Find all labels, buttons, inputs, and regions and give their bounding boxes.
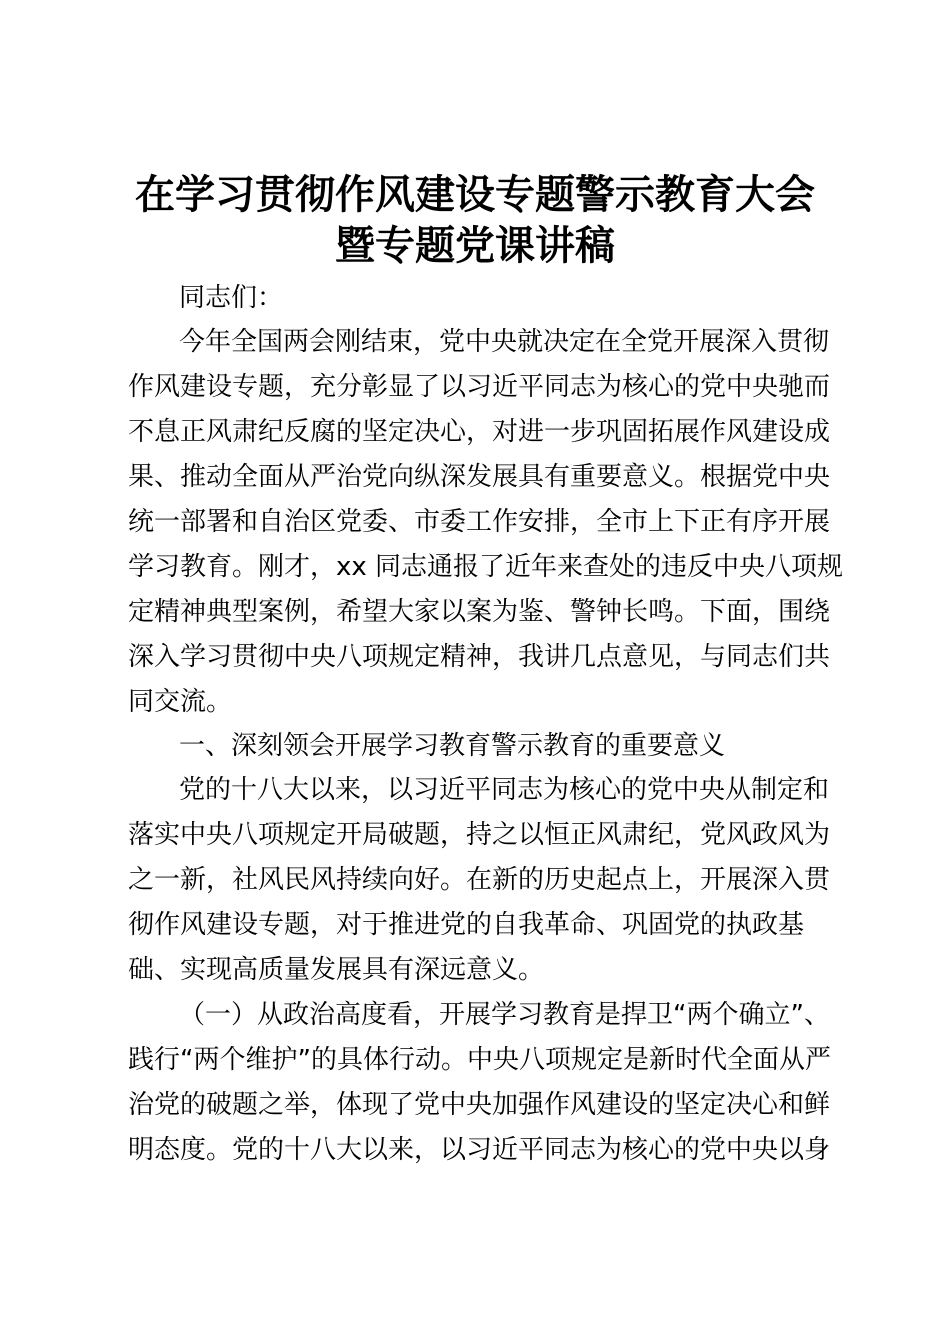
body-line: 落实中央八项规定开局破题，持之以恒正风肃纪，党风政风为 [128,820,831,850]
body-line: 党的十八大以来，以习近平同志为核心的党中央从制定和 [179,775,830,805]
body-line: 作风建设专题，充分彰显了以习近平同志为核心的党中央驰而 [128,372,831,402]
body-line: 治党的破题之举，体现了党中央加强作风建设的坚定决心和鲜 [128,1090,831,1120]
document-title-line-1: 在学习贯彻作风建设专题警示教育大会 [135,171,815,218]
body-line: 践行“两个维护”的具体行动。中央八项规定是新时代全面从严 [128,1045,831,1075]
salutation: 同志们： [179,283,284,313]
body-line: 定精神典型案例，希望大家以案为鉴、警钟长鸣。下面，围绕 [128,597,831,627]
body-line: 果、推动全面从严治党向纵深发展具有重要意义。根据党中央 [128,462,831,492]
body-line: 同交流。 [128,687,233,717]
body-line: 深入学习贯彻中央八项规定精神，我讲几点意见，与同志们共 [128,642,831,672]
body-line: 之一新，社风民风持续向好。在新的历史起点上，开展深入贯 [128,865,831,895]
body-line: 础、实现高质量发展具有深远意义。 [128,955,545,985]
subsection-line: （一）从政治高度看，开展学习教育是捍卫“两个确立”、 [179,1000,830,1030]
section-heading: 一、深刻领会开展学习教育警示教育的重要意义 [179,731,726,761]
body-line: 学习教育。刚才，xx 同志通报了近年来查处的违反中央八项规 [128,552,844,582]
body-line: 明态度。党的十八大以来，以习近平同志为核心的党中央以身 [128,1135,831,1165]
body-line: 彻作风建设专题，对于推进党的自我革命、巩固党的执政基 [128,910,805,940]
body-line: 统一部署和自治区党委、市委工作安排，全市上下正有序开展 [128,507,831,537]
body-line: 不息正风肃纪反腐的坚定决心，对进一步巩固拓展作风建设成 [128,417,831,447]
document-title-line-2: 暨专题党课讲稿 [335,222,615,269]
body-line: 今年全国两会刚结束，党中央就决定在全党开展深入贯彻 [179,327,830,357]
